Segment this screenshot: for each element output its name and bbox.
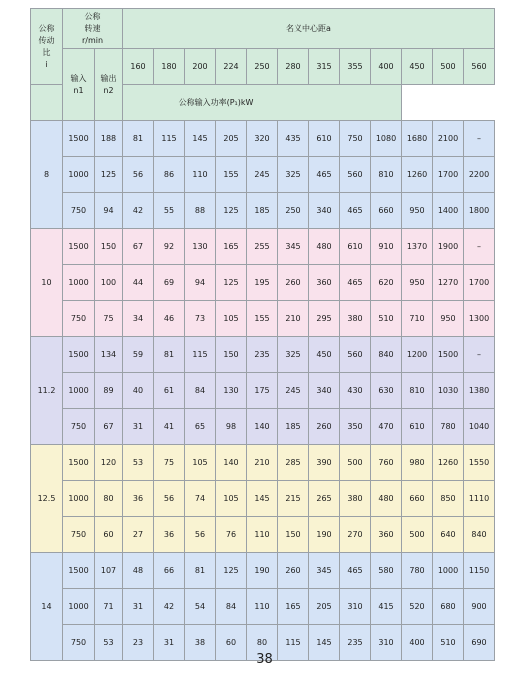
power-value-cell: 1080 <box>371 121 402 157</box>
page-number: 38 <box>256 652 273 667</box>
power-value-cell: 285 <box>278 445 309 481</box>
power-value-cell: 80 <box>247 625 278 661</box>
power-value-cell: 310 <box>371 625 402 661</box>
power-value-cell: – <box>464 229 495 265</box>
power-value-cell: 810 <box>371 157 402 193</box>
table-row <box>31 589 495 625</box>
power-value-cell: 520 <box>402 589 433 625</box>
power-value-cell: 81 <box>185 553 216 589</box>
power-value-cell: 69 <box>154 265 185 301</box>
power-value-cell: 155 <box>216 157 247 193</box>
power-value-cell: 155 <box>247 301 278 337</box>
power-value-cell: 435 <box>278 121 309 157</box>
power-value-cell: 500 <box>340 445 371 481</box>
power-value-cell: 140 <box>247 409 278 445</box>
power-value-cell: 340 <box>309 193 340 229</box>
ratio-cell: 10 <box>31 229 63 337</box>
power-value-cell: – <box>464 121 495 157</box>
power-value-cell: 1550 <box>464 445 495 481</box>
output-speed-cell: 60 <box>95 517 123 553</box>
power-value-cell: 60 <box>216 625 247 661</box>
power-value-cell: 270 <box>340 517 371 553</box>
power-value-cell: 165 <box>216 229 247 265</box>
power-value-cell: 640 <box>433 517 464 553</box>
power-value-cell: 250 <box>278 193 309 229</box>
table-row <box>31 229 495 265</box>
power-value-cell: 1900 <box>433 229 464 265</box>
power-value-cell: 175 <box>247 373 278 409</box>
power-value-cell: 610 <box>340 229 371 265</box>
power-value-cell: 480 <box>309 229 340 265</box>
power-value-cell: 360 <box>309 265 340 301</box>
power-value-cell: 1680 <box>402 121 433 157</box>
power-value-cell: 56 <box>154 481 185 517</box>
power-value-cell: 44 <box>123 265 154 301</box>
table-row <box>31 337 495 373</box>
power-value-cell: 1500 <box>433 337 464 373</box>
power-value-cell: 510 <box>433 625 464 661</box>
power-value-cell: 430 <box>340 373 371 409</box>
power-value-cell: – <box>464 337 495 373</box>
center-distance-280: 280 <box>278 49 309 85</box>
power-value-cell: 86 <box>154 157 185 193</box>
power-value-cell: 36 <box>123 481 154 517</box>
power-value-cell: 56 <box>123 157 154 193</box>
power-value-cell: 450 <box>309 337 340 373</box>
power-value-cell: 610 <box>402 409 433 445</box>
power-value-cell: 145 <box>247 481 278 517</box>
power-value-cell: 560 <box>340 157 371 193</box>
power-value-cell: 105 <box>185 445 216 481</box>
power-value-cell: 260 <box>309 409 340 445</box>
power-rating-table <box>30 8 495 661</box>
power-value-cell: 380 <box>340 301 371 337</box>
power-value-cell: 145 <box>309 625 340 661</box>
power-value-cell: 115 <box>154 121 185 157</box>
input-speed-cell: 750 <box>63 409 95 445</box>
power-value-cell: 660 <box>371 193 402 229</box>
power-value-cell: 260 <box>278 265 309 301</box>
power-value-cell: 75 <box>154 445 185 481</box>
power-value-cell: 150 <box>278 517 309 553</box>
power-value-cell: 415 <box>371 589 402 625</box>
output-speed-cell: 100 <box>95 265 123 301</box>
input-speed-cell: 1500 <box>63 553 95 589</box>
output-speed-cell: 134 <box>95 337 123 373</box>
power-value-cell: 190 <box>309 517 340 553</box>
power-value-cell: 31 <box>123 589 154 625</box>
power-value-cell: 110 <box>247 589 278 625</box>
power-value-cell: 88 <box>185 193 216 229</box>
input-speed-cell: 750 <box>63 625 95 661</box>
power-value-cell: 105 <box>216 301 247 337</box>
input-speed-cell: 750 <box>63 517 95 553</box>
power-value-cell: 500 <box>402 517 433 553</box>
power-value-cell: 165 <box>278 589 309 625</box>
table-row <box>31 517 495 553</box>
power-value-cell: 145 <box>185 121 216 157</box>
power-value-cell: 950 <box>433 301 464 337</box>
input-speed-cell: 1500 <box>63 229 95 265</box>
power-value-cell: 950 <box>402 265 433 301</box>
output-speed-cell: 53 <box>95 625 123 661</box>
power-value-cell: 350 <box>340 409 371 445</box>
power-value-cell: 1040 <box>464 409 495 445</box>
center-distance-160: 160 <box>123 49 154 85</box>
ratio-cell: 8 <box>31 121 63 229</box>
power-value-cell: 59 <box>123 337 154 373</box>
power-value-cell: 150 <box>216 337 247 373</box>
power-value-cell: 2200 <box>464 157 495 193</box>
power-value-cell: 320 <box>247 121 278 157</box>
power-value-cell: 48 <box>123 553 154 589</box>
power-value-cell: 1030 <box>433 373 464 409</box>
power-value-cell: 1270 <box>433 265 464 301</box>
input-speed-cell: 1000 <box>63 589 95 625</box>
power-value-cell: 560 <box>340 337 371 373</box>
power-value-cell: 140 <box>216 445 247 481</box>
power-value-cell: 1000 <box>433 553 464 589</box>
power-value-cell: 66 <box>154 553 185 589</box>
power-value-cell: 610 <box>309 121 340 157</box>
power-value-cell: 46 <box>154 301 185 337</box>
power-value-cell: 41 <box>154 409 185 445</box>
power-value-cell: 780 <box>402 553 433 589</box>
power-value-cell: 210 <box>278 301 309 337</box>
input-speed-header: 输入 n1 <box>63 49 95 121</box>
power-value-cell: 345 <box>309 553 340 589</box>
ratio-cell: 12.5 <box>31 445 63 553</box>
input-speed-cell: 1000 <box>63 157 95 193</box>
power-value-cell: 1110 <box>464 481 495 517</box>
power-value-cell: 1380 <box>464 373 495 409</box>
input-speed-cell: 1000 <box>63 481 95 517</box>
output-speed-cell: 125 <box>95 157 123 193</box>
center-distance-400: 400 <box>371 49 402 85</box>
power-value-cell: 73 <box>185 301 216 337</box>
output-speed-header: 输出 n2 <box>95 49 123 121</box>
power-value-cell: 840 <box>371 337 402 373</box>
table-row <box>31 481 495 517</box>
power-value-cell: 465 <box>340 553 371 589</box>
table-row <box>31 373 495 409</box>
power-value-cell: 36 <box>154 517 185 553</box>
power-value-cell: 98 <box>216 409 247 445</box>
power-value-cell: 190 <box>247 553 278 589</box>
input-speed-cell: 1000 <box>63 265 95 301</box>
power-value-cell: 900 <box>464 589 495 625</box>
power-value-cell: 67 <box>123 229 154 265</box>
power-value-cell: 105 <box>216 481 247 517</box>
power-value-cell: 110 <box>185 157 216 193</box>
power-value-cell: 81 <box>154 337 185 373</box>
power-value-cell: 780 <box>433 409 464 445</box>
power-value-cell: 470 <box>371 409 402 445</box>
power-value-cell: 1700 <box>433 157 464 193</box>
power-value-cell: 510 <box>371 301 402 337</box>
power-value-cell: 205 <box>216 121 247 157</box>
power-header: 公称输入功率(P₁)kW <box>31 85 402 121</box>
center-distance-450: 450 <box>402 49 433 85</box>
power-value-cell: 1800 <box>464 193 495 229</box>
power-value-cell: 125 <box>216 265 247 301</box>
center-distance-224: 224 <box>216 49 247 85</box>
power-value-cell: 360 <box>371 517 402 553</box>
power-value-cell: 910 <box>371 229 402 265</box>
power-value-cell: 1400 <box>433 193 464 229</box>
power-value-cell: 1370 <box>402 229 433 265</box>
power-value-cell: 31 <box>154 625 185 661</box>
power-value-cell: 390 <box>309 445 340 481</box>
power-value-cell: 130 <box>216 373 247 409</box>
table-row <box>31 553 495 589</box>
output-speed-cell: 188 <box>95 121 123 157</box>
power-value-cell: 760 <box>371 445 402 481</box>
power-value-cell: 54 <box>185 589 216 625</box>
speed-header: 公称 转速 r/min <box>63 9 123 49</box>
power-value-cell: 690 <box>464 625 495 661</box>
power-value-cell: 74 <box>185 481 216 517</box>
output-speed-cell: 120 <box>95 445 123 481</box>
power-value-cell: 660 <box>402 481 433 517</box>
output-speed-cell: 67 <box>95 409 123 445</box>
table-row <box>31 121 495 157</box>
power-value-cell: 710 <box>402 301 433 337</box>
input-speed-cell: 1000 <box>63 373 95 409</box>
center-distance-200: 200 <box>185 49 216 85</box>
power-value-cell: 42 <box>123 193 154 229</box>
power-value-cell: 265 <box>309 481 340 517</box>
power-value-cell: 345 <box>278 229 309 265</box>
table-row <box>31 409 495 445</box>
table-row <box>31 301 495 337</box>
power-value-cell: 400 <box>402 625 433 661</box>
power-value-cell: 1260 <box>433 445 464 481</box>
ratio-header: 公称 传动 比 i <box>31 9 63 85</box>
power-value-cell: 31 <box>123 409 154 445</box>
power-value-cell: 750 <box>340 121 371 157</box>
output-speed-cell: 94 <box>95 193 123 229</box>
ratio-cell: 14 <box>31 553 63 661</box>
power-value-cell: 56 <box>185 517 216 553</box>
power-value-cell: 65 <box>185 409 216 445</box>
power-value-cell: 2100 <box>433 121 464 157</box>
power-value-cell: 61 <box>154 373 185 409</box>
power-value-cell: 38 <box>185 625 216 661</box>
table-row <box>31 265 495 301</box>
power-value-cell: 115 <box>185 337 216 373</box>
power-value-cell: 325 <box>278 337 309 373</box>
power-value-cell: 340 <box>309 373 340 409</box>
table-header <box>31 9 495 121</box>
input-speed-cell: 750 <box>63 301 95 337</box>
power-value-cell: 255 <box>247 229 278 265</box>
power-value-cell: 84 <box>185 373 216 409</box>
output-speed-cell: 71 <box>95 589 123 625</box>
power-value-cell: 1700 <box>464 265 495 301</box>
power-value-cell: 94 <box>185 265 216 301</box>
power-value-cell: 480 <box>371 481 402 517</box>
center-distance-355: 355 <box>340 49 371 85</box>
power-value-cell: 81 <box>123 121 154 157</box>
output-speed-cell: 150 <box>95 229 123 265</box>
power-value-cell: 185 <box>278 409 309 445</box>
power-value-cell: 245 <box>278 373 309 409</box>
output-speed-cell: 75 <box>95 301 123 337</box>
power-value-cell: 215 <box>278 481 309 517</box>
power-value-cell: 850 <box>433 481 464 517</box>
power-value-cell: 195 <box>247 265 278 301</box>
power-value-cell: 630 <box>371 373 402 409</box>
table-row <box>31 157 495 193</box>
power-value-cell: 125 <box>216 193 247 229</box>
power-value-cell: 92 <box>154 229 185 265</box>
power-value-cell: 620 <box>371 265 402 301</box>
power-value-cell: 40 <box>123 373 154 409</box>
center-distance-header: 名义中心距a <box>123 9 495 49</box>
power-value-cell: 1300 <box>464 301 495 337</box>
power-value-cell: 185 <box>247 193 278 229</box>
power-value-cell: 680 <box>433 589 464 625</box>
center-distance-500: 500 <box>433 49 464 85</box>
power-value-cell: 260 <box>278 553 309 589</box>
power-value-cell: 235 <box>340 625 371 661</box>
power-value-cell: 1150 <box>464 553 495 589</box>
power-value-cell: 53 <box>123 445 154 481</box>
power-value-cell: 125 <box>216 553 247 589</box>
ratio-cell: 11.2 <box>31 337 63 445</box>
power-value-cell: 210 <box>247 445 278 481</box>
power-value-cell: 810 <box>402 373 433 409</box>
power-value-cell: 84 <box>216 589 247 625</box>
table-row <box>31 445 495 481</box>
power-value-cell: 840 <box>464 517 495 553</box>
power-value-cell: 130 <box>185 229 216 265</box>
power-value-cell: 465 <box>340 265 371 301</box>
input-speed-cell: 1500 <box>63 337 95 373</box>
power-value-cell: 325 <box>278 157 309 193</box>
power-value-cell: 27 <box>123 517 154 553</box>
input-speed-cell: 1500 <box>63 445 95 481</box>
power-value-cell: 580 <box>371 553 402 589</box>
table-row <box>31 193 495 229</box>
power-value-cell: 245 <box>247 157 278 193</box>
center-distance-560: 560 <box>464 49 495 85</box>
power-value-cell: 110 <box>247 517 278 553</box>
power-value-cell: 34 <box>123 301 154 337</box>
output-speed-cell: 107 <box>95 553 123 589</box>
power-value-cell: 23 <box>123 625 154 661</box>
center-distance-250: 250 <box>247 49 278 85</box>
power-value-cell: 980 <box>402 445 433 481</box>
table-body <box>31 121 495 661</box>
power-value-cell: 465 <box>340 193 371 229</box>
power-value-cell: 1200 <box>402 337 433 373</box>
power-value-cell: 950 <box>402 193 433 229</box>
power-value-cell: 205 <box>309 589 340 625</box>
center-distance-180: 180 <box>154 49 185 85</box>
power-value-cell: 310 <box>340 589 371 625</box>
power-value-cell: 55 <box>154 193 185 229</box>
input-speed-cell: 750 <box>63 193 95 229</box>
power-value-cell: 42 <box>154 589 185 625</box>
input-speed-cell: 1500 <box>63 121 95 157</box>
center-distance-315: 315 <box>309 49 340 85</box>
power-value-cell: 235 <box>247 337 278 373</box>
output-speed-cell: 89 <box>95 373 123 409</box>
output-speed-cell: 80 <box>95 481 123 517</box>
power-value-cell: 380 <box>340 481 371 517</box>
power-value-cell: 76 <box>216 517 247 553</box>
power-value-cell: 465 <box>309 157 340 193</box>
power-value-cell: 115 <box>278 625 309 661</box>
power-value-cell: 295 <box>309 301 340 337</box>
power-value-cell: 1260 <box>402 157 433 193</box>
